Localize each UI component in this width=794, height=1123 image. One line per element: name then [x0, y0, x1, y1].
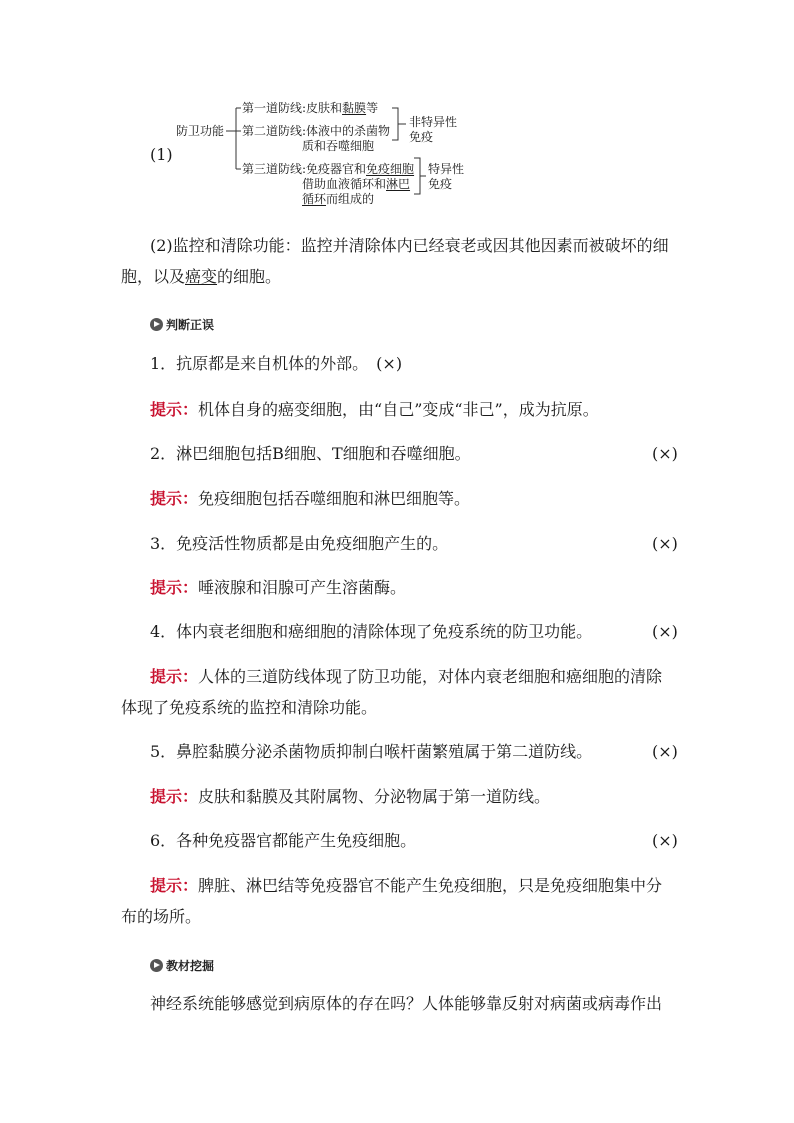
question-5: 5．鼻腔黏膜分泌杀菌物质抑制白喉杆菌繁殖属于第二道防线。 [150, 742, 593, 761]
para2-line2: 胞，以及癌变的细胞。 [121, 267, 282, 286]
diagram-brackets [0, 0, 794, 230]
question-2: 2．淋巴细胞包括B细胞、T细胞和吞噬细胞。 [150, 444, 471, 463]
hint-5: 提示：皮肤和黏膜及其附属物、分泌物属于第一道防线。 [150, 787, 551, 806]
section-heading-textbook: 教材挖掘 [150, 955, 214, 974]
hint-6: 提示：脾脏、淋巴结等免疫器官不能产生免疫细胞，只是免疫细胞集中分 [150, 876, 663, 895]
question-4: 4．体内衰老细胞和癌细胞的清除体现了免疫系统的防卫功能。 [150, 622, 593, 641]
nonspecific-label-2: 免疫 [409, 130, 434, 144]
specific-label-1: 特异性 [428, 162, 465, 176]
second-line-defense-b: 质和吞噬细胞 [302, 139, 375, 153]
third-line-defense-c: 循环而组成的 [302, 192, 375, 206]
answer-mark-5: (×) [652, 742, 678, 761]
final-paragraph: 神经系统能够感觉到病原体的存在吗？人体能够靠反射对病菌或病毒作出 [150, 994, 663, 1013]
para2-line1: (2)监控和清除功能：监控并清除体内已经衰老或因其他因素而被破坏的细 [150, 236, 669, 255]
hint-6-cont: 布的场所。 [121, 907, 202, 926]
specific-label-2: 免疫 [428, 177, 453, 191]
answer-mark-2: (×) [652, 444, 678, 463]
hint-2: 提示：免疫细胞包括吞噬细胞和淋巴细胞等。 [150, 489, 471, 508]
hint-1: 提示：机体自身的癌变细胞，由“自己”变成“非己”，成为抗原。 [150, 400, 599, 419]
question-6: 6．各种免疫器官都能产生免疫细胞。 [150, 831, 417, 850]
second-line-defense-a: 第二道防线:体液中的杀菌物 [242, 124, 391, 138]
hint-4: 提示：人体的三道防线体现了防卫功能，对体内衰老细胞和癌细胞的清除 [150, 667, 663, 686]
nonspecific-label-1: 非特异性 [409, 115, 458, 129]
section-heading-judge: 判断正误 [150, 314, 214, 333]
answer-mark-6: (×) [652, 831, 678, 850]
item-number: (1) [150, 145, 173, 164]
play-circle-icon [150, 959, 163, 972]
question-3: 3．免疫活性物质都是由免疫细胞产生的。 [150, 534, 449, 553]
diagram-root: 防卫功能 [176, 124, 225, 138]
hint-4-cont: 体现了免疫系统的监控和清除功能。 [121, 698, 378, 717]
third-line-defense-b: 借助血液循环和淋巴 [302, 177, 411, 191]
answer-mark-4: (×) [652, 622, 678, 641]
first-line-defense: 第一道防线:皮肤和黏膜等 [242, 101, 379, 115]
play-circle-icon [150, 318, 163, 331]
hint-3: 提示：唾液腺和泪腺可产生溶菌酶。 [150, 578, 407, 597]
answer-mark-3: (×) [652, 534, 678, 553]
question-1: 1．抗原都是来自机体的外部。 (×) [150, 354, 403, 373]
third-line-defense-a: 第三道防线:免疫器官和免疫细胞 [242, 162, 415, 176]
